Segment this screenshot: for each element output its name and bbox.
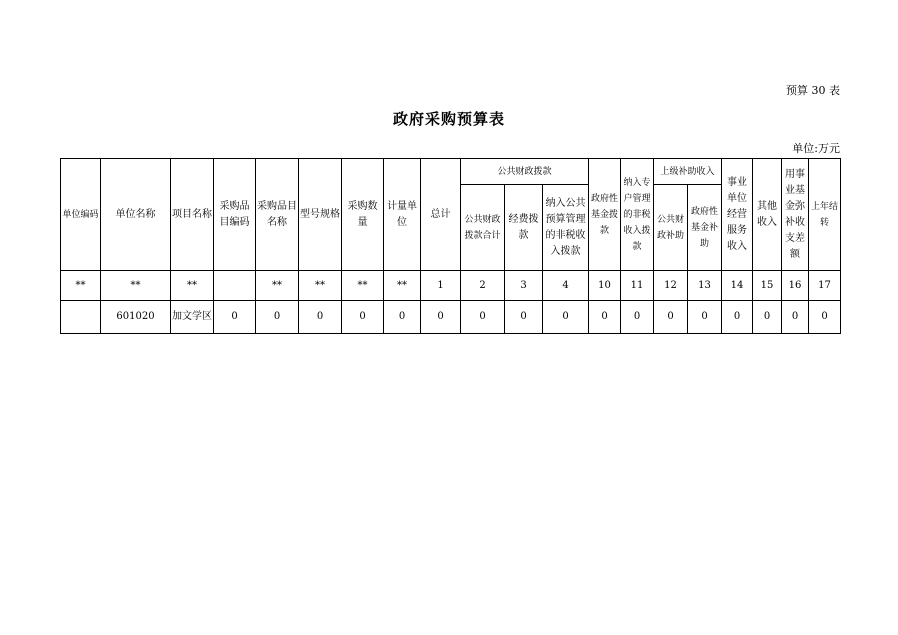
page-title: 政府采购预算表	[392, 110, 505, 128]
index-cell: **	[342, 271, 384, 301]
index-cell: 16	[782, 271, 809, 301]
header-measure-unit: 计量单位	[384, 159, 421, 271]
header-superior-gov-fund: 政府性基金补助	[688, 185, 722, 271]
index-cell	[214, 271, 256, 301]
cell-total: 0	[421, 301, 461, 334]
index-cell: 13	[688, 271, 722, 301]
cell-project-name: 加文学区	[171, 301, 214, 334]
header-superior-public: 公共财政补助	[654, 185, 688, 271]
header-business-income: 事业单位经营服务收入	[722, 159, 753, 271]
index-cell: 3	[505, 271, 543, 301]
cell-gov-fund: 0	[589, 301, 621, 334]
cell-quantity: 0	[342, 301, 384, 334]
index-cell: **	[171, 271, 214, 301]
index-cell: 12	[654, 271, 688, 301]
header-funding-allocation: 经费拨款	[505, 185, 543, 271]
header-special-nontax: 纳入专户管理的非税收入拨款	[621, 159, 654, 271]
index-row	[61, 271, 841, 301]
header-other-income: 其他收入	[753, 159, 782, 271]
header-project-name: 项目名称	[171, 159, 214, 271]
index-cell: 14	[722, 271, 753, 301]
budget-table	[60, 158, 841, 334]
cell-special-nontax: 0	[621, 301, 654, 334]
cell-unit-name: 601020	[101, 301, 171, 334]
header-item-name: 采购品目名称	[256, 159, 299, 271]
index-cell: **	[61, 271, 101, 301]
cell-other-income: 0	[753, 301, 782, 334]
header-total: 总计	[421, 159, 461, 271]
index-cell: **	[299, 271, 342, 301]
index-cell: 4	[543, 271, 589, 301]
header-public-finance-subtotal: 公共财政拨款合计	[461, 185, 505, 271]
cell-measure-unit: 0	[384, 301, 421, 334]
cell-superior-gov-fund: 0	[688, 301, 722, 334]
index-cell: **	[101, 271, 171, 301]
index-cell: 17	[809, 271, 841, 301]
cell-surplus-offset: 0	[782, 301, 809, 334]
cell-item-code: 0	[214, 301, 256, 334]
index-cell: 2	[461, 271, 505, 301]
header-gov-fund: 政府性基金拨款	[589, 159, 621, 271]
table-row	[61, 301, 841, 334]
cell-public-finance-subtotal: 0	[461, 301, 505, 334]
header-surplus-offset: 用事业基金弥补收支差额	[782, 159, 809, 271]
header-nontax-allocation: 纳入公共预算管理的非税收入拨款	[543, 185, 589, 271]
index-cell: 11	[621, 271, 654, 301]
header-quantity: 采购数量	[342, 159, 384, 271]
index-cell: 15	[753, 271, 782, 301]
cell-nontax-allocation: 0	[543, 301, 589, 334]
cell-spec: 0	[299, 301, 342, 334]
header-carryover: 上年结转	[809, 159, 841, 271]
cell-business-income: 0	[722, 301, 753, 334]
unit-label: 单位:万元	[792, 142, 840, 155]
header-superior-group: 上级补助收入	[654, 159, 722, 185]
index-cell: **	[256, 271, 299, 301]
header-item-code: 采购品目编码	[214, 159, 256, 271]
index-cell: 10	[589, 271, 621, 301]
form-code: 预算 30 表	[786, 84, 840, 97]
index-cell: **	[384, 271, 421, 301]
header-unit-name: 单位名称	[101, 159, 171, 271]
cell-funding-allocation: 0	[505, 301, 543, 334]
cell-superior-public: 0	[654, 301, 688, 334]
cell-unit-code	[61, 301, 101, 334]
cell-carryover: 0	[809, 301, 841, 334]
header-unit-code: 单位编码	[61, 159, 101, 271]
header-spec: 型号规格	[299, 159, 342, 271]
cell-item-name: 0	[256, 301, 299, 334]
index-cell: 1	[421, 271, 461, 301]
header-public-finance-group: 公共财政拨款	[461, 159, 589, 185]
